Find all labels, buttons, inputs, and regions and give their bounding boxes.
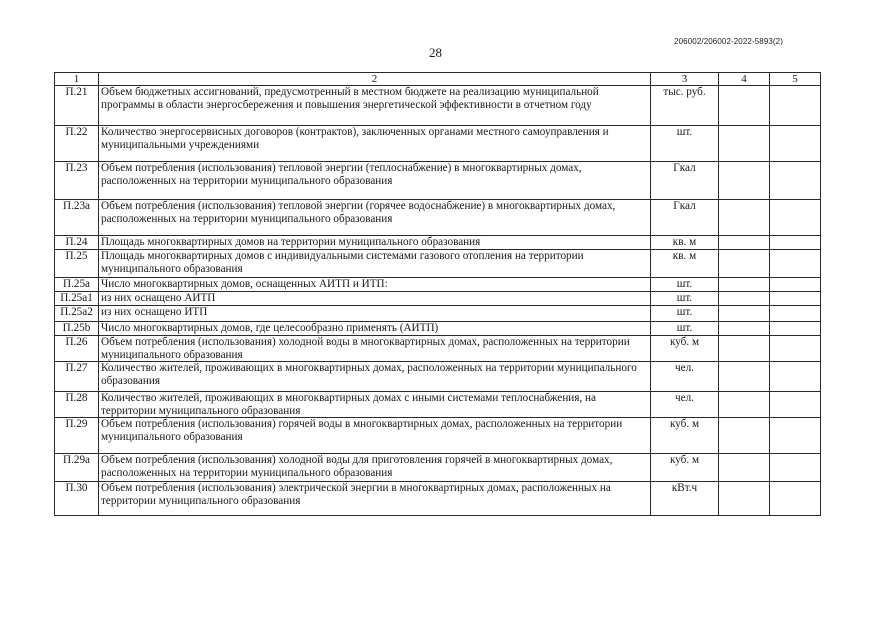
- row-value-col5: [770, 86, 821, 126]
- row-code: П.25а: [55, 278, 99, 292]
- row-code: П.23а: [55, 200, 99, 236]
- row-unit: кв. м: [651, 236, 719, 250]
- table-header-row: [55, 73, 821, 86]
- row-unit: Гкал: [651, 200, 719, 236]
- row-code: П.28: [55, 392, 99, 418]
- row-code: П.29а: [55, 454, 99, 482]
- row-description: Количество жителей, проживающих в многоквартирных домах с иными системами теплоснабжения, на территории муниципального образования: [99, 392, 651, 418]
- row-description: из них оснащено ИТП: [99, 306, 651, 322]
- row-description: Площадь многоквартирных домов с индивидуальными системами газового отопления на территории муниципального образования: [99, 250, 651, 278]
- column-header: 2: [99, 73, 651, 86]
- row-unit: тыс. руб.: [651, 86, 719, 126]
- row-code: П.25а2: [55, 306, 99, 322]
- table-row: [55, 336, 821, 362]
- row-value-col4: [719, 126, 770, 162]
- row-value-col5: [770, 336, 821, 362]
- row-value-col5: [770, 322, 821, 336]
- row-value-col5: [770, 250, 821, 278]
- row-description: Объем потребления (использования) холодной воды в многоквартирных домах, расположенных на территории муниципального образования: [99, 336, 651, 362]
- row-unit: чел.: [651, 392, 719, 418]
- row-value-col5: [770, 278, 821, 292]
- row-value-col4: [719, 454, 770, 482]
- row-unit: Гкал: [651, 162, 719, 200]
- row-description: Объем потребления (использования) тепловой энергии (горячее водоснабжение) в многоквартирных домах, расположенных на территории муниципального образования: [99, 200, 651, 236]
- row-description: Количество жителей, проживающих в многоквартирных домах, расположенных на территории муниципального образования: [99, 362, 651, 392]
- row-unit: шт.: [651, 126, 719, 162]
- row-unit: шт.: [651, 322, 719, 336]
- row-unit: кв. м: [651, 250, 719, 278]
- table-row: [55, 482, 821, 516]
- row-value-col4: [719, 292, 770, 306]
- table-row: [55, 306, 821, 322]
- row-code: П.29: [55, 418, 99, 454]
- row-description: Количество энергосервисных договоров (контрактов), заключенных органами местного самоуправления и муниципальными учреждениями: [99, 126, 651, 162]
- row-unit: шт.: [651, 306, 719, 322]
- row-value-col5: [770, 200, 821, 236]
- row-value-col5: [770, 418, 821, 454]
- column-header: 4: [719, 73, 770, 86]
- table-row: [55, 162, 821, 200]
- row-description: Объем потребления (использования) тепловой энергии (теплоснабжение) в многоквартирных домах, расположенных на территории муниципального образования: [99, 162, 651, 200]
- row-unit: шт.: [651, 292, 719, 306]
- row-code: П.21: [55, 86, 99, 126]
- table-row: [55, 250, 821, 278]
- row-unit: куб. м: [651, 418, 719, 454]
- indicators-table: [54, 72, 821, 516]
- row-code: П.23: [55, 162, 99, 200]
- table-row: [55, 236, 821, 250]
- row-value-col5: [770, 362, 821, 392]
- row-value-col4: [719, 322, 770, 336]
- row-unit: куб. м: [651, 454, 719, 482]
- table-row: [55, 278, 821, 292]
- row-code: П.25: [55, 250, 99, 278]
- row-unit: шт.: [651, 278, 719, 292]
- row-value-col5: [770, 236, 821, 250]
- table-row: [55, 86, 821, 126]
- table-row: [55, 322, 821, 336]
- row-description: Объем потребления (использования) горячей воды в многоквартирных домах, расположенных на территории муниципального образования: [99, 418, 651, 454]
- table-row: [55, 200, 821, 236]
- row-value-col4: [719, 162, 770, 200]
- row-value-col4: [719, 362, 770, 392]
- row-value-col4: [719, 86, 770, 126]
- row-description: Объем бюджетных ассигнований, предусмотренный в местном бюджете на реализацию муниципальной программы в области энергосбережения и повышения энергетической эффективности в отчетном году: [99, 86, 651, 126]
- row-value-col4: [719, 306, 770, 322]
- row-description: Число многоквартирных домов, оснащенных АИТП и ИТП:: [99, 278, 651, 292]
- row-description: Объем потребления (использования) электрической энергии в многоквартирных домах, расположенных на территории муниципального образования: [99, 482, 651, 516]
- column-header: 5: [770, 73, 821, 86]
- table-row: [55, 362, 821, 392]
- table-row: [55, 126, 821, 162]
- row-unit: чел.: [651, 362, 719, 392]
- row-code: П.24: [55, 236, 99, 250]
- row-code: П.30: [55, 482, 99, 516]
- row-value-col5: [770, 482, 821, 516]
- row-code: П.27: [55, 362, 99, 392]
- table-row: [55, 418, 821, 454]
- column-header: 1: [55, 73, 99, 86]
- row-value-col5: [770, 306, 821, 322]
- row-value-col5: [770, 292, 821, 306]
- row-unit: кВт.ч: [651, 482, 719, 516]
- row-code: П.25а1: [55, 292, 99, 306]
- column-header: 3: [651, 73, 719, 86]
- table-row: [55, 454, 821, 482]
- row-value-col5: [770, 392, 821, 418]
- row-code: П.22: [55, 126, 99, 162]
- page-number: 28: [429, 45, 442, 60]
- row-code: П.25b: [55, 322, 99, 336]
- row-unit: куб. м: [651, 336, 719, 362]
- row-description: Площадь многоквартирных домов на территории муниципального образования: [99, 236, 651, 250]
- row-description: Число многоквартирных домов, где целесообразно применять (АИТП): [99, 322, 651, 336]
- row-value-col5: [770, 126, 821, 162]
- row-value-col5: [770, 454, 821, 482]
- row-value-col4: [719, 236, 770, 250]
- document-id: 206002/206002-2022-5893(2): [674, 37, 783, 46]
- row-value-col4: [719, 200, 770, 236]
- row-value-col4: [719, 418, 770, 454]
- row-description: Объем потребления (использования) холодной воды для приготовления горячей в многоквартирных домах, расположенных на территории муниципального образования: [99, 454, 651, 482]
- row-value-col4: [719, 336, 770, 362]
- row-code: П.26: [55, 336, 99, 362]
- table-row: [55, 392, 821, 418]
- row-value-col4: [719, 250, 770, 278]
- row-value-col4: [719, 278, 770, 292]
- table-row: [55, 292, 821, 306]
- row-value-col5: [770, 162, 821, 200]
- row-value-col4: [719, 392, 770, 418]
- row-value-col4: [719, 482, 770, 516]
- row-description: из них оснащено АИТП: [99, 292, 651, 306]
